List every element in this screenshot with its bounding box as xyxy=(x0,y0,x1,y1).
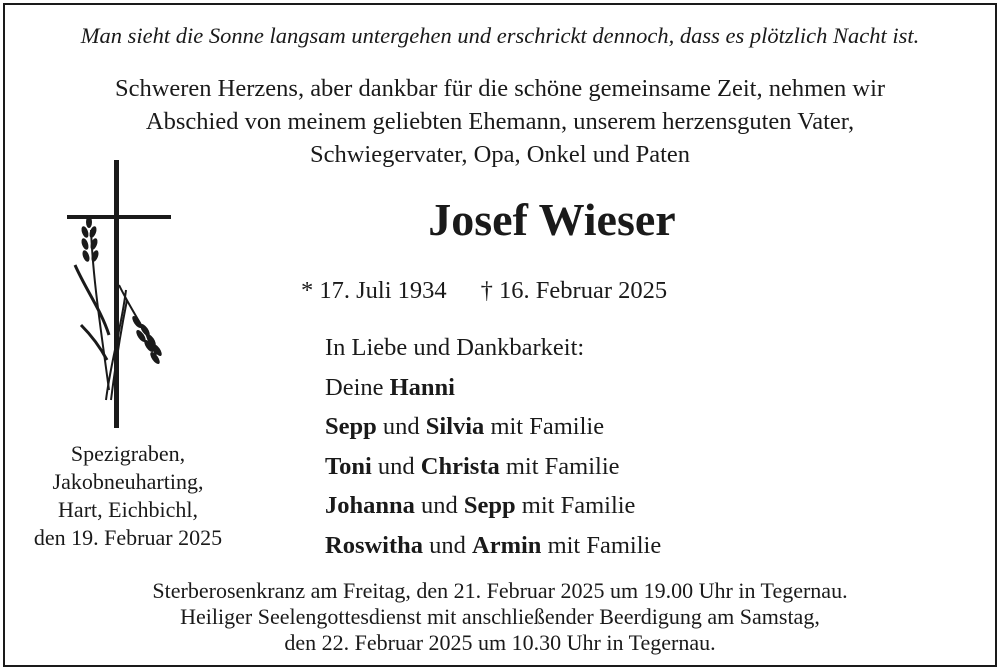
place-line: Hart, Eichbichl, xyxy=(58,497,198,522)
mourner-line: Toni und Christa mit Familie xyxy=(325,452,620,480)
cross-with-wheat-icon xyxy=(61,160,176,430)
intro-line: Schweren Herzens, aber dankbar für die schöne gemeinsame Zeit, nehmen wir xyxy=(114,75,886,102)
mourner-line: Sepp und Silvia mit Familie xyxy=(325,413,605,440)
motto: Man sieht die Sonne langsam untergehen und erschrickt dennoch, dass es plötzlich Nacht ist. xyxy=(80,23,920,48)
intro-text xyxy=(5,72,995,171)
footer-line: Sterberosenkranz am Freitag, den 21. Februar 2025 um 19.00 Uhr in Tegernau. xyxy=(152,578,848,603)
place-line: Spezigraben, xyxy=(70,441,186,466)
mourner-line: Deine Hanni xyxy=(325,373,455,401)
service-details xyxy=(5,578,995,656)
mourners-heading: In Liebe und Dankbarkeit: xyxy=(325,334,585,361)
mourner-line: Johanna und Sepp mit Familie xyxy=(325,492,636,519)
intro-line: Schwiegervater, Opa, Onkel und Paten xyxy=(309,141,690,168)
place-line: den 19. Februar 2025 xyxy=(33,525,223,550)
place-and-date xyxy=(19,440,237,552)
deceased-name: Josef Wieser xyxy=(428,194,676,245)
footer-line: den 22. Februar 2025 um 10.30 Uhr in Tegernau. xyxy=(284,630,716,655)
death-date: † 16. Februar 2025 xyxy=(480,277,668,304)
place-line: Jakobneuharting, xyxy=(52,469,204,494)
mourner-line: Roswitha und Armin mit Familie xyxy=(325,531,662,559)
mourners-list xyxy=(325,328,661,565)
birth-date: * 17. Juli 1934 xyxy=(301,277,447,304)
life-dates xyxy=(301,277,667,305)
death-notice xyxy=(3,3,997,667)
intro-line: Abschied von meinem geliebten Ehemann, unserem herzensguten Vater, xyxy=(145,108,855,135)
footer-line: Heiliger Seelengottesdienst mit anschließender Beerdigung am Samstag, xyxy=(180,604,820,629)
